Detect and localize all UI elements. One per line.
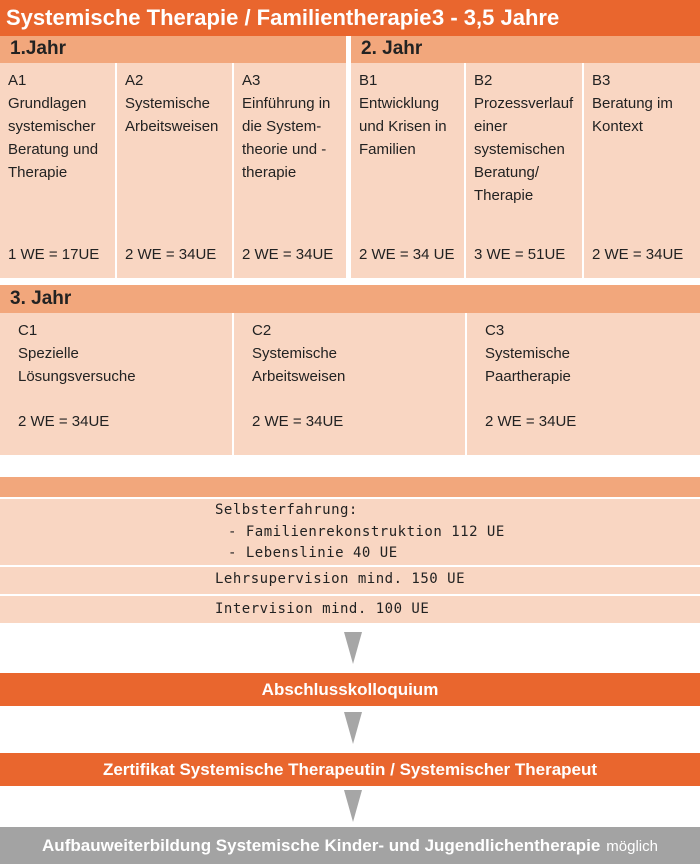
- certificate-bar: [0, 753, 700, 786]
- module-units: 2 WE = 34UE: [18, 413, 110, 430]
- accompanying-header-bar: [0, 477, 700, 497]
- module-code: B3: [592, 72, 611, 89]
- module-code: C3: [485, 322, 505, 339]
- module-b2: [466, 63, 582, 278]
- self-experience-item: - Familienrekonstruktion 112 UE: [228, 524, 505, 540]
- page-title: Systemische Therapie / Familientherapie: [6, 5, 432, 30]
- year3-label: 3. Jahr: [10, 288, 72, 309]
- module-title: Entwicklung und Krisen in Familien: [359, 95, 447, 158]
- module-units: 2 WE = 34UE: [242, 246, 334, 263]
- module-units: 1 WE = 17UE: [8, 246, 100, 263]
- advanced-training-label: Aufbauweiterbildung Systemische Kinder- und Jugendlichentherapie: [42, 836, 601, 855]
- module-title: Systemische Arbeitsweisen: [252, 345, 346, 385]
- module-title: Prozessverlauf einer systemischen Beratung/ Therapie: [474, 95, 574, 204]
- module-code: B1: [359, 72, 378, 89]
- supervision-label: Lehrsupervision mind. 150 UE: [215, 571, 466, 587]
- year2-header: [351, 36, 700, 63]
- module-title: Grundlagen systemischer Beratung und Therapie: [8, 95, 99, 181]
- intervision-block: [0, 596, 700, 623]
- module-units: 2 WE = 34 UE: [359, 246, 455, 263]
- module-units: 2 WE = 34UE: [252, 413, 344, 430]
- advanced-training-bar: [0, 827, 700, 864]
- year3-header: [0, 285, 700, 313]
- colloquium-bar: [0, 673, 700, 706]
- module-code: C1: [18, 322, 38, 339]
- module-a3: [234, 63, 346, 278]
- module-code: A1: [8, 72, 27, 89]
- year1-label: 1.Jahr: [10, 38, 66, 59]
- arrow-down-icon: [344, 790, 362, 822]
- module-code: C2: [252, 322, 272, 339]
- self-experience-heading: Selbsterfahrung:: [215, 502, 358, 518]
- module-c3: [467, 313, 700, 455]
- self-experience-item: - Lebenslinie 40 UE: [228, 545, 398, 561]
- module-c1: [0, 313, 232, 455]
- arrow-down-icon: [344, 632, 362, 664]
- module-title: Systemische Arbeitsweisen: [125, 95, 219, 135]
- module-units: 2 WE = 34UE: [485, 413, 577, 430]
- certificate-label: Zertifikat Systemische Therapeutin / Systemischer Therapeut: [102, 760, 598, 779]
- module-title: Einführung in die System- theorie und - therapie: [242, 95, 331, 181]
- advanced-training-note: möglich: [606, 838, 658, 855]
- intervision-label: Intervision mind. 100 UE: [215, 601, 430, 617]
- colloquium-label: Abschlusskolloquium: [261, 680, 439, 699]
- supervision-block: [0, 567, 700, 594]
- self-experience-block: [0, 499, 700, 565]
- module-code: A2: [125, 72, 144, 89]
- module-a1: [0, 63, 115, 278]
- module-code: A3: [242, 72, 261, 89]
- module-title: Beratung im Kontext: [592, 95, 673, 135]
- module-code: B2: [474, 72, 493, 89]
- year1-header: [0, 36, 346, 63]
- arrow-down-icon: [344, 712, 362, 744]
- module-units: 3 WE = 51UE: [474, 246, 566, 263]
- duration-label: 3 - 3,5 Jahre: [432, 5, 560, 30]
- module-b3: [584, 63, 700, 278]
- module-title: Systemische Paartherapie: [485, 345, 571, 385]
- module-b1: [351, 63, 464, 278]
- module-units: 2 WE = 34UE: [592, 246, 684, 263]
- title-bar: [0, 0, 700, 36]
- year2-label: 2. Jahr: [361, 38, 423, 59]
- module-a2: [117, 63, 232, 278]
- module-units: 2 WE = 34UE: [125, 246, 217, 263]
- module-c2: [234, 313, 465, 455]
- module-title: Spezielle Lösungsversuche: [18, 345, 136, 385]
